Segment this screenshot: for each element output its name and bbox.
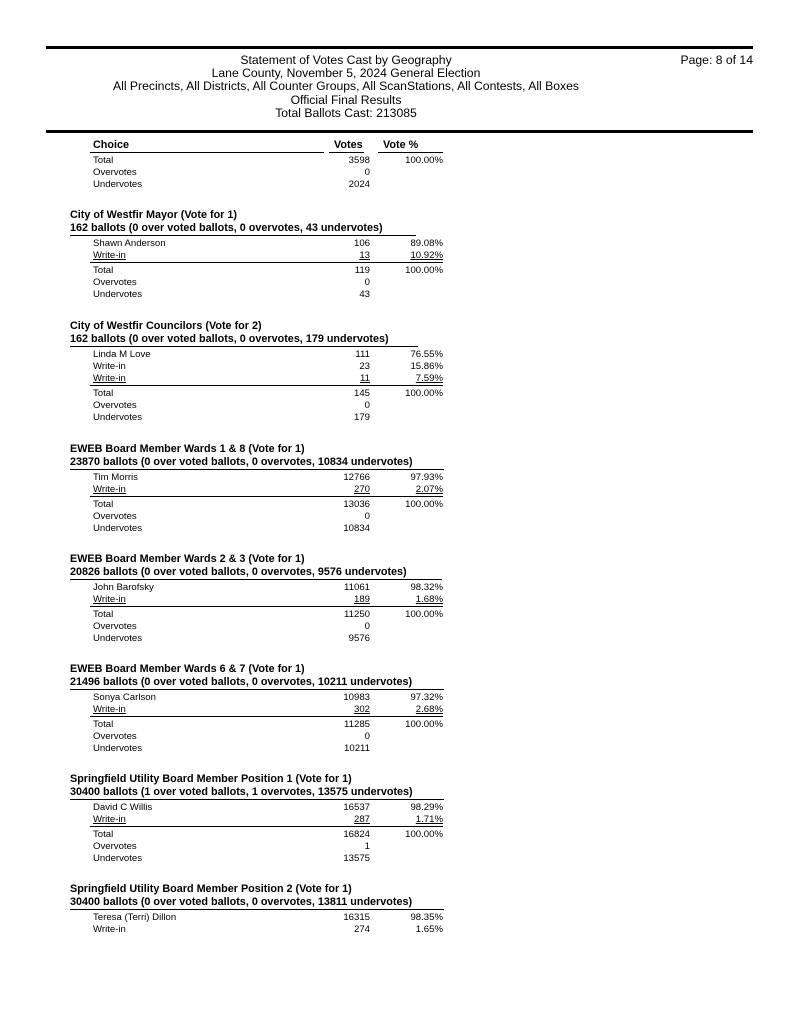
- choice-row: [93, 250, 443, 262]
- choice-pct: 98.35%: [410, 912, 443, 923]
- report-title: Statement of Votes Cast by Geography: [240, 53, 452, 67]
- choice-votes: 287: [353, 814, 370, 825]
- choice-row: [93, 472, 443, 484]
- row-votes: 0: [364, 731, 370, 742]
- choice-pct: 1.71%: [415, 814, 443, 825]
- row-votes: 1: [364, 841, 370, 852]
- undervotes-row: [93, 523, 443, 535]
- choice-row: [93, 924, 443, 936]
- row-votes: 9576: [348, 633, 370, 644]
- choice-votes: 16537: [343, 802, 370, 813]
- row-label: Undervotes: [93, 289, 143, 300]
- undervotes-row: [93, 743, 443, 755]
- choice-name: Shawn Anderson: [93, 238, 166, 249]
- choice-votes: 11061: [344, 582, 370, 593]
- column-header-choice: Choice: [93, 139, 129, 151]
- row-label: Overvotes: [93, 167, 137, 178]
- contest-ballot-summary: 162 ballots (0 over voted ballots, 0 overvotes, 43 undervotes): [70, 222, 383, 234]
- choice-row: [93, 238, 443, 250]
- choice-row: [93, 704, 443, 716]
- row-votes: 3598: [348, 155, 370, 166]
- row-votes: 119: [354, 265, 370, 276]
- row-votes: 13036: [343, 499, 370, 510]
- row-label: Overvotes: [93, 731, 137, 742]
- choice-name: Write-in: [93, 250, 126, 261]
- choice-pct: 1.65%: [415, 924, 443, 935]
- choice-name: Write-in: [93, 814, 126, 825]
- contest-title: EWEB Board Member Wards 2 & 3 (Vote for 1): [70, 553, 305, 565]
- column-header-votes: Votes: [334, 139, 363, 151]
- undervotes-row: [93, 179, 443, 191]
- row-votes: 0: [364, 167, 370, 178]
- total-separator: [90, 496, 443, 497]
- row-votes: 0: [364, 621, 370, 632]
- choice-name: Teresa (Terri) Dillon: [93, 912, 177, 923]
- results-status: Official Final Results: [290, 92, 402, 107]
- choice-pct: 10.92%: [410, 250, 443, 261]
- contest-ballot-summary: 30400 ballots (1 over voted ballots, 1 overvotes, 13575 undervotes): [70, 786, 413, 798]
- choice-votes: 13: [359, 250, 370, 261]
- overvotes-row: [93, 277, 443, 289]
- choice-pct: 7.59%: [415, 373, 443, 384]
- choice-pct: 76.55%: [410, 349, 443, 360]
- row-label: Undervotes: [93, 523, 143, 534]
- choice-pct: 2.07%: [415, 484, 443, 495]
- report-header: [46, 54, 646, 120]
- row-votes: 2024: [348, 179, 370, 190]
- contest-underline: [70, 235, 416, 236]
- choice-pct: 1.68%: [415, 594, 443, 605]
- contest-title: EWEB Board Member Wards 1 & 8 (Vote for 1): [70, 443, 305, 455]
- choice-name: David C Willis: [93, 802, 153, 813]
- row-votes: 0: [364, 400, 370, 411]
- choice-name: Write-in: [93, 373, 126, 384]
- row-label: Overvotes: [93, 277, 137, 288]
- row-votes: 13575: [343, 853, 370, 864]
- row-votes: 179: [353, 412, 370, 423]
- row-pct: 100.00%: [405, 719, 443, 730]
- total-row: [93, 719, 443, 731]
- row-label: Total: [93, 265, 114, 276]
- row-votes: 11250: [344, 609, 370, 620]
- choice-row: [93, 594, 443, 606]
- choice-pct: 98.32%: [410, 582, 443, 593]
- undervotes-row: [93, 853, 443, 865]
- overvotes-row: [93, 511, 443, 523]
- total-row: [93, 265, 443, 277]
- choice-name: Write-in: [93, 594, 126, 605]
- election-name: Lane County, November 5, 2024 General Election: [211, 66, 481, 81]
- total-ballots-cast: Total Ballots Cast: 213085: [275, 105, 417, 120]
- column-underline: [378, 152, 443, 153]
- row-label: Undervotes: [93, 743, 143, 754]
- choice-row: [93, 912, 443, 924]
- row-votes: 43: [359, 289, 370, 300]
- row-votes: 10211: [344, 743, 370, 754]
- total-separator: [90, 385, 443, 386]
- choice-row: [93, 814, 443, 826]
- total-row: [93, 829, 443, 841]
- column-header-vote-pct: Vote %: [383, 139, 419, 151]
- row-votes: 0: [364, 277, 370, 288]
- row-label: Undervotes: [93, 853, 143, 864]
- choice-votes: 302: [353, 704, 370, 715]
- row-label: Total: [93, 829, 114, 840]
- total-row: [93, 609, 443, 621]
- choice-pct: 2.68%: [415, 704, 443, 715]
- row-label: Overvotes: [93, 841, 137, 852]
- contest-title: Springfield Utility Board Member Position 2 (Vote for 1): [70, 883, 352, 895]
- contest-underline: [70, 469, 444, 470]
- row-votes: 145: [353, 388, 370, 399]
- row-label: Total: [93, 388, 114, 399]
- total-separator: [90, 262, 443, 263]
- choice-votes: 111: [355, 349, 370, 360]
- column-headers: [93, 139, 443, 153]
- choice-votes: 11: [360, 373, 370, 384]
- overvotes-row: [93, 167, 443, 179]
- choice-name: Write-in: [93, 361, 126, 372]
- choice-pct: 15.86%: [410, 361, 443, 372]
- contest-title: EWEB Board Member Wards 6 & 7 (Vote for 1): [70, 663, 305, 675]
- choice-pct: 89.08%: [410, 238, 443, 249]
- total-row: [93, 155, 443, 167]
- choice-votes: 189: [353, 594, 370, 605]
- contest-ballot-summary: 20826 ballots (0 over voted ballots, 0 overvotes, 9576 undervotes): [70, 566, 407, 578]
- choice-row: [93, 802, 443, 814]
- total-separator: [90, 606, 443, 607]
- row-votes: 16824: [343, 829, 370, 840]
- choice-name: John Barofsky: [93, 582, 154, 593]
- choice-name: Tim Morris: [93, 472, 138, 483]
- choice-votes: 23: [359, 361, 370, 372]
- choice-pct: 98.29%: [410, 802, 443, 813]
- choice-row: [93, 361, 443, 373]
- choice-name: Write-in: [93, 704, 126, 715]
- undervotes-row: [93, 412, 443, 424]
- row-label: Overvotes: [93, 621, 137, 632]
- choice-row: [93, 582, 443, 594]
- total-separator: [90, 716, 443, 717]
- undervotes-row: [93, 289, 443, 301]
- page-number: Page: 8 of 14: [680, 53, 753, 67]
- row-label: Undervotes: [93, 633, 143, 644]
- choice-votes: 16315: [343, 912, 370, 923]
- overvotes-row: [93, 841, 443, 853]
- header-top-rule: [46, 46, 753, 49]
- overvotes-row: [93, 400, 443, 412]
- choice-name: Linda M Love: [93, 349, 151, 360]
- contest-underline: [70, 346, 418, 347]
- row-pct: 100.00%: [405, 499, 443, 510]
- choice-row: [93, 373, 443, 385]
- contest-title: Springfield Utility Board Member Position 1 (Vote for 1): [70, 773, 352, 785]
- overvotes-row: [93, 621, 443, 633]
- choice-pct: 97.93%: [410, 472, 443, 483]
- row-votes: 10834: [343, 523, 370, 534]
- choice-name: Write-in: [93, 484, 126, 495]
- row-label: Total: [93, 719, 114, 730]
- choice-votes: 12766: [343, 472, 370, 483]
- contest-title: City of Westfir Mayor (Vote for 1): [70, 209, 237, 221]
- row-label: Undervotes: [93, 179, 143, 190]
- choice-name: Write-in: [93, 924, 126, 935]
- row-label: Total: [93, 609, 114, 620]
- contest-ballot-summary: 162 ballots (0 over voted ballots, 0 overvotes, 179 undervotes): [70, 333, 389, 345]
- contest-underline: [70, 579, 442, 580]
- total-row: [93, 388, 443, 400]
- row-votes: 0: [364, 511, 370, 522]
- row-votes: 11285: [344, 719, 370, 730]
- column-underline: [329, 152, 364, 153]
- choice-votes: 10983: [343, 692, 370, 703]
- choice-row: [93, 692, 443, 704]
- row-pct: 100.00%: [405, 265, 443, 276]
- row-pct: 100.00%: [405, 388, 443, 399]
- choice-name: Sonya Carlson: [93, 692, 156, 703]
- column-underline: [90, 152, 324, 153]
- choice-votes: 270: [353, 484, 370, 495]
- choice-row: [93, 349, 443, 361]
- choice-row: [93, 484, 443, 496]
- row-label: Total: [93, 155, 114, 166]
- choice-pct: 97.32%: [410, 692, 443, 703]
- overvotes-row: [93, 731, 443, 743]
- contest-title: City of Westfir Councilors (Vote for 2): [70, 320, 262, 332]
- row-pct: 100.00%: [405, 829, 443, 840]
- row-pct: 100.00%: [405, 609, 443, 620]
- row-pct: 100.00%: [405, 155, 443, 166]
- choice-votes: 106: [353, 238, 370, 249]
- undervotes-row: [93, 633, 443, 645]
- row-label: Total: [93, 499, 114, 510]
- header-bottom-rule: [46, 130, 753, 133]
- contest-underline: [70, 689, 444, 690]
- contest-underline: [70, 799, 444, 800]
- total-separator: [90, 826, 443, 827]
- contest-underline: [70, 909, 444, 910]
- total-row: [93, 499, 443, 511]
- row-label: Overvotes: [93, 400, 137, 411]
- row-label: Undervotes: [93, 412, 143, 423]
- choice-votes: 274: [353, 924, 370, 935]
- report-scope: All Precincts, All Districts, All Counter Groups, All ScanStations, All Contests, All Boxes: [112, 79, 580, 94]
- contest-ballot-summary: 23870 ballots (0 over voted ballots, 0 overvotes, 10834 undervotes): [70, 456, 413, 468]
- contest-ballot-summary: 21496 ballots (0 over voted ballots, 0 overvotes, 10211 undervotes): [70, 676, 413, 688]
- contest-ballot-summary: 30400 ballots (0 over voted ballots, 0 overvotes, 13811 undervotes): [70, 896, 413, 908]
- row-label: Overvotes: [93, 511, 137, 522]
